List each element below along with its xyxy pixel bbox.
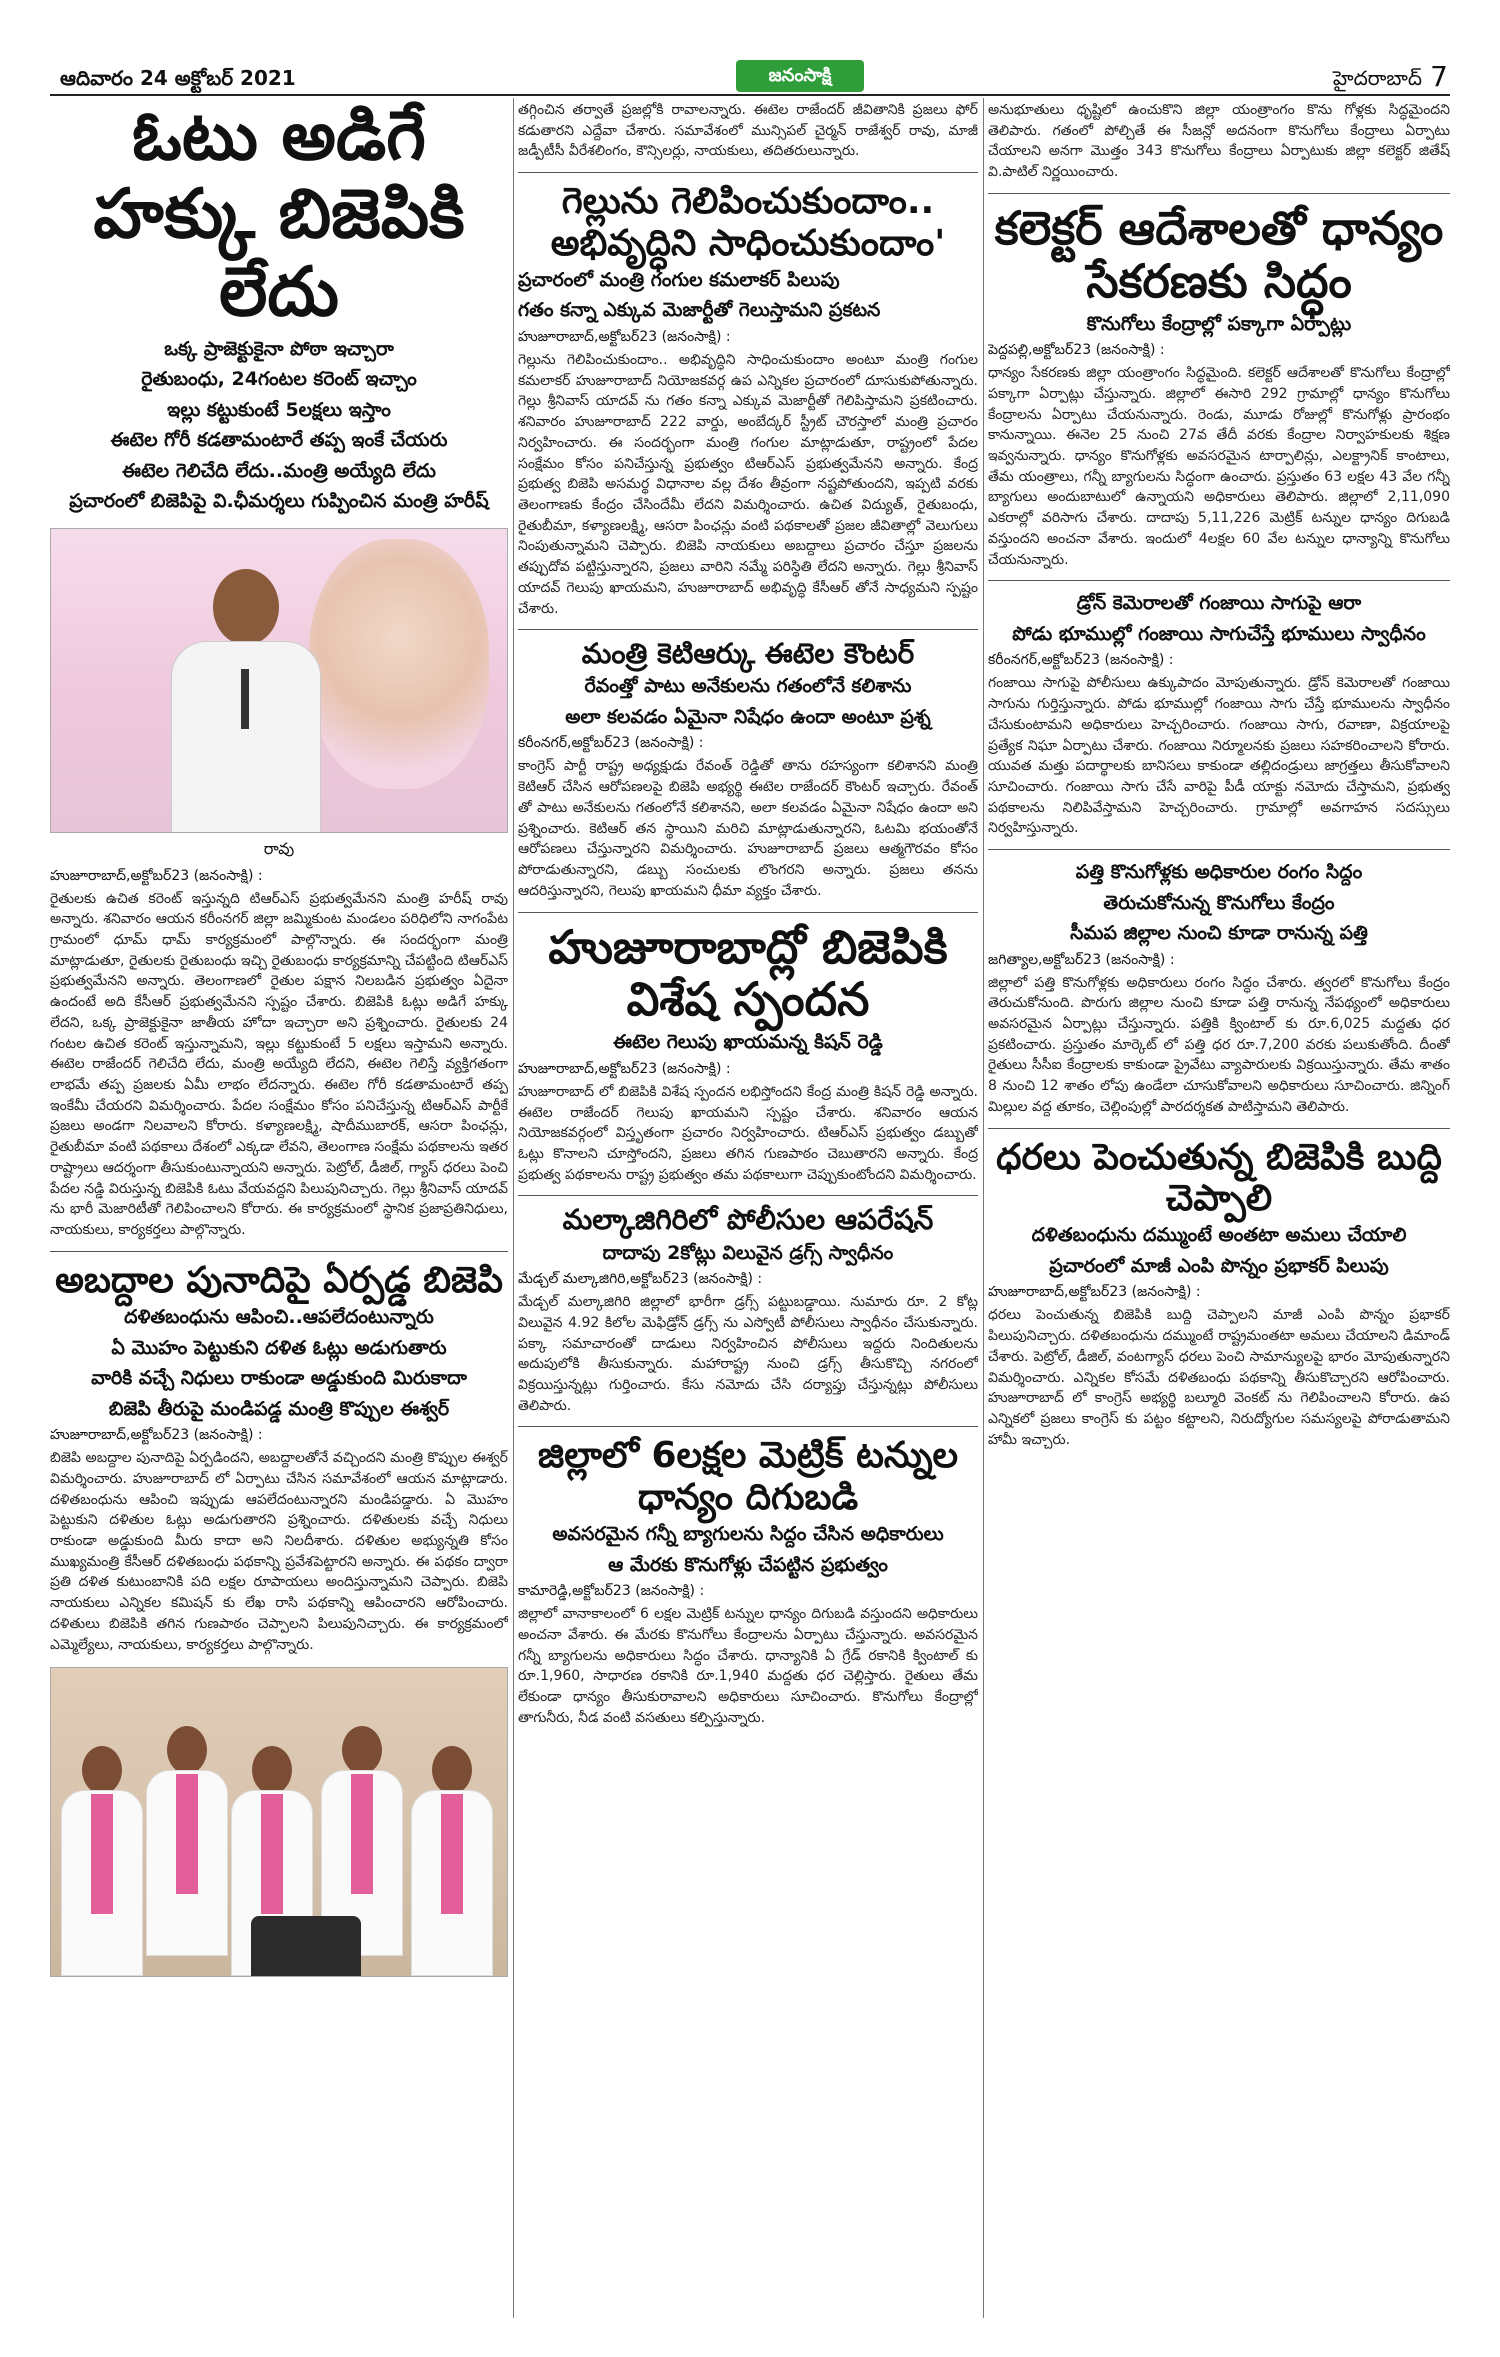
article-continuation: తగ్గించిన తర్వాతే ప్రజల్లోకి రావాలన్నారు. ఈటెల రాజేందర్ జీవితానికి ప్రజలు ఫోర్ కడుతారని ఎద్దేవా చేశారు. సమావేశంలో మున్సిపల్ చైర్మన్ రాజేశ్వర్ రావు, మాజీ జడ్పీటీసీ వీరేశలింగం, కౌన్సిలర్లు, నాయకులు, తదితరులున్నారు. [518, 102, 978, 160]
deck-line: ఏ మొహం పెట్టుకుని దళిత ఓట్లు అడుగుతారు [111, 1336, 447, 1359]
column-divider [513, 98, 514, 2318]
article-body: జిల్లాలో పత్తి కొనుగోళ్లకు అధికారులు రంగం సిద్ధం చేశారు. త్వరలో కొనుగోలు కేంద్రం తెరుచుకోనుంది. పొరుగు జిల్లాల నుంచి కూడా పత్తి రానున్న నేపథ్యంలో అధికారులు అవసరమైన ఏర్పాట్లు చేస్తున్నారు. పత్తికి క్వింటాల్ కు రూ.6,025 మద్దతు ధర ప్రకటించారు. ప్రస్తుతం మార్కెట్ లో పత్తి ధర రూ.7,200 వరకు పలుకుతోంది. దీంతో రైతులు సీసీఐ కేంద్రాలకు కాకుండా ప్రైవేటు వ్యాపారులకు విక్రయిస్తున్నారు. తేమ శాతం 8 నుంచి 12 శాతం లోపు ఉండేలా చూసుకోవాలని అధికారులు సూచించారు. జిన్నింగ్ మిల్లుల వద్ద తూకం, చెల్లింపుల్లో పారదర్శకత పాటిస్తామని తెలిపారు. [988, 974, 1450, 1115]
deck-line: ప్రచారంలో బిజెపిపై వి.ఛీమర్శలు గుప్పించిన మంత్రి హరీష్ [69, 490, 489, 513]
photo-caption: రావు [263, 838, 295, 858]
deck-line: దాదాపు 2కోట్లు విలువైన డ్రగ్స్ స్వాధీనం [602, 1241, 894, 1264]
dateline: కరీంనగర్,అక్టోబర్23 (జనంసాక్షి) : [518, 735, 704, 752]
section-divider [50, 1251, 508, 1252]
press-microphones-icon [251, 1916, 361, 1976]
section-divider [988, 849, 1450, 850]
news-photo-minister-speaking [50, 528, 508, 833]
lead-headline: ఓటు అడిగే హక్కు బిజెపికి లేదు [93, 98, 465, 333]
deck-line: ఈటెల గెలిచేది లేదు..మంత్రి అయ్యేది లేదు [122, 459, 436, 482]
deck-line: దళితబంధును దమ్ముంటే అంతటా అమలు చేయాలి [1031, 1224, 1407, 1247]
edition-city: హైదరాబాద్ [1332, 66, 1422, 90]
article-body: హుజూరాబాద్ లో బిజెపికి విశేష స్పందన లభిస్తోందని కేంద్ర మంత్రి కిషన్ రెడ్డి అన్నారు. ఈటెల రాజేందర్ గెలుపు ఖాయమని స్పష్టం చేశారు. శనివారం ఆయన నియోజకవర్గంలో విస్తృతంగా ప్రచారం నిర్వహించారు. టిఆర్ఎస్ ప్రభుత్వం డబ్బుతో ఓట్లు కొనాలని చూస్తోందని, ప్రజలు తగిన గుణపాఠం చెబుతారని అన్నారు. కేంద్ర ప్రభుత్వ పథకాలను రాష్ట్ర ప్రభుత్వం తమ పథకాలుగా చెప్పుకుంటోందని విమర్శించారు. [518, 1083, 978, 1183]
section-divider [518, 1195, 978, 1196]
dateline: హుజూరాబాద్,అక్టోబర్23 (జనంసాక్షి) : [988, 1284, 1201, 1301]
deck-line: ఈటెల గెలుపు ఖాయమన్న కిషన్ రెడ్డి [613, 1031, 883, 1054]
deck-line: అవసరమైన గన్నీ బ్యాగులను సిద్దం చేసిన అధికారులు [552, 1523, 944, 1546]
deck-line: ఆ మేరకు కొనుగోళ్లు చేపట్టిన ప్రభుత్వం [608, 1553, 888, 1576]
deck-line: సీమప జిల్లాల నుంచి కూడా రానున్న పత్తి [1070, 922, 1368, 945]
article-body: గంజాయి సాగుపై పోలీసులు ఉక్కుపాదం మోపుతున్నారు. డ్రోన్ కెమెరాలతో గంజాయి సాగును గుర్తిస్తున్నారు. పోడు భూముల్లో గంజాయి సాగు చేస్తే భూములను స్వాధీనం చేసుకుంటామని అధికారులు హెచ్చరించారు. గంజాయి సాగు, రవాణా, విక్రయాలపై ప్రత్యేక నిఘా ఏర్పాటు చేశారు. గంజాయి నిర్మూలనకు ప్రజలు సహకరించాలని కోరారు. యువత మత్తు పదార్థాలకు బానిసలు కాకుండా తల్లిదండ్రులు జాగ్రత్తలు తీసుకోవాలని సూచించారు. గంజాయి సాగు చేసే వారిపై పీడీ యాక్టు నమోదు చేస్తామని, ప్రభుత్వ పథకాలను నిలిపివేస్తామని హెచ్చరించారు. గ్రామాల్లో అవగాహన సదస్సులు నిర్వహిస్తున్నారు. [988, 675, 1450, 837]
page-number: 7 [1430, 60, 1448, 93]
section-divider [988, 193, 1450, 194]
article-continuation: అనుభూతులు ధృష్టిలో ఉంచుకొని జిల్లా యంత్రాంగం కొను గోళ్లకు సిద్ధమైందని తెలిపారు. గతంలో పోల్చితే ఈ సీజన్లో అదనంగా కొనుగోలు కేంద్రాలు ఏర్పాటు చేయాలని అనగా మొత్తం 343 కొనుగోలు కేంద్రాలు ఏర్పాటుకు జిల్లా కలెక్టర్ జితేష్ వి.పాటిల్ నిర్ణయించారు. [988, 102, 1450, 181]
news-photo-meeting [50, 1667, 508, 1977]
story-headline: పత్తి కొనుగోళ్లకు అధికారుల రంగం సిద్దం [1075, 861, 1363, 884]
article-body: మేడ్చల్ మల్కాజిగిరి జిల్లాలో భారీగా డ్రగ్స్ పట్టుబడ్డాయి. నుమారు రూ. 2 కోట్ల విలువైన 4.92 కిలోల మెఫిడ్రోన్ డ్రగ్స్ ను ఎస్వోటీ పోలీసులు స్వాధీనం చేసుకున్నారు. పక్కా సమాచారంతో దాడులు నిర్వహించిన పోలీసులు ఇద్దరు నిందితులను అదుపులోకి తీసుకున్నారు. మహారాష్ట్ర నుంచి డ్రగ్స్ తీసుకొచ్చి నగరంలో విక్రయిస్తున్నట్లు గుర్తించారు. కేసు నమోదు చేసి దర్యాప్తు చేస్తున్నట్లు పోలీసులు తెలిపారు. [518, 1294, 978, 1414]
deck-line: వారికి వచ్చే నిధులు రాకుండా అడ్డుకుంది మిరుకాదా [91, 1367, 467, 1390]
deck-line: కొనుగోలు కేంద్రాల్లో పక్కాగా ఏర్పాట్లు [1086, 312, 1352, 335]
column-3 [988, 98, 1450, 2318]
deck-line: గతం కన్నా ఎక్కువ మెజార్టీతో గెలుస్తామని ప్రకటన [518, 299, 881, 322]
deck-line: ఈటెల గోరీ కడతామంటారే తప్ప ఇంకే చేయరు [110, 429, 448, 452]
speaker-figure [171, 569, 321, 833]
article-body: రైతులకు ఉచిత కరెంట్ ఇస్తున్నది టిఆర్ఎస్ ప్రభుత్వమేనని మంత్రి హరీష్ రావు అన్నారు. శనివారం ఆయన కరీంనగర్ జిల్లా జమ్మికుంట మండలం పరిధిలోని నాగంపేట గ్రామంలో ధూమ్ ధామ్ కార్యక్రమంలో పాల్గొన్నారు. ఈ సందర్భంగా మంత్రి మాట్లాడుతూ, రైతులకు రైతుబంధు ఇచ్చి రైతుబంధు కార్యక్రమాన్ని చేపట్టింది టిఆర్ఎస్ ప్రభుత్వమేనని అన్నారు. తెలంగాణలో రైతుల పక్షాన నిలబడిన ప్రభుత్వం ఏదైనా ఉందంటే అది కేసీఆర్ ప్రభుత్వమేనని స్పష్టం చేశారు. బిజెపికి ఓట్లు అడిగే హక్కు లేదని, ఒక్క ప్రాజెక్టుకైనా జాతీయ హోదా ఇచ్చారా అని ప్రశ్నించారు. రైతులకు 24 గంటల ఉచిత కరెంట్ ఇస్తున్నామని, ఇల్లు కట్టుకుంటే 5 లక్షలు ఇస్తామని అన్నారు. ఈటెల రాజేందర్ గెలిచేది లేదు, మంత్రి అయ్యేది లేదని, ఈటెల గెలిస్తే వ్యక్తిగతంగా లాభమే తప్ప ప్రజలకు ఏమీ లాభం లేదన్నారు. ఈటెల గోరీ కడతామంటారే తప్ప ఇంకేమీ చేయరని విమర్శించారు. పేదల సంక్షేమం కోసం పనిచేస్తున్న టిఆర్ఎస్ పార్టీకే ప్రజలు అండగా నిలవాలని కోరారు. కళ్యాణలక్ష్మి, షాదీముబారక్, ఆసరా పింఛన్లు, రైతుబీమా వంటి పథకాలు దేశంలో ఎక్కడా లేవని, తెలంగాణ సంక్షేమ పథకాలను ఇతర రాష్ట్రాలు ఆదర్శంగా తీసుకుంటున్నాయని అన్నారు. పెట్రోల్, డీజిల్, గ్యాస్ ధరలు పెంచి పేదల నడ్డి విరుస్తున్న బిజెపికి ఓటు వేయవద్దని పిలుపునిచ్చారు. గెల్లు శ్రీనివాస్ యాదవ్ ను భారీ మెజారిటీతో గెలిపించాలని కోరారు. ఈ కార్యక్రమంలో స్థానిక ప్రజాప్రతినిధులు, నాయకులు, కార్యకర్తలు పాల్గొన్నారు. [50, 890, 508, 1239]
section-divider [518, 172, 978, 173]
deck-line: ఒక్క ప్రాజెక్టుకైనా పోఠా ఇచ్చారా [164, 337, 394, 360]
deck-line: ప్రచారంలో మంత్రి గంగుల కమలాకర్ పిలుపు [518, 268, 840, 291]
story-headline: హుజూరాబాద్లో బిజెపికి విశేష స్పందన [548, 919, 948, 1027]
masthead [50, 60, 1450, 96]
story-headline: అబద్దాల పునాదిపై ఏర్పడ్డ బిజెపి [55, 1259, 503, 1301]
article-body: ధరలు పెంచుతున్న బిజెపికి బుద్ది చెప్పాలని మాజీ ఎంపి పొన్నం ప్రభాకర్ పిలుపునిచ్చారు. దళితబంధును దమ్ముంటే రాష్ట్రమంతటా అమలు చేయాలని డిమాండ్ చేశారు. పెట్రోల్, డీజిల్, వంటగ్యాస్ ధరలు పెంచి సామాన్యులపై భారం మోపుతున్నారని విమర్శించారు. ఎన్నికల కోసమే దళితబంధు పథకాన్ని తీసుకొచ్చారని ఆరోపించారు. హుజూరాబాద్ లో కాంగ్రెస్ అభ్యర్థి బల్మూరి వెంకట్ ను గెలిపించాలని కోరారు. ఉప ఎన్నికలో ప్రజలు కాంగ్రెస్ కు పట్టం కట్టాలని, నిరుద్యోగుల సమస్యలపై పోరాడుతామని హామీ ఇచ్చారు. [988, 1307, 1450, 1448]
section-divider [518, 1426, 978, 1427]
deck-line: రేవంత్తో పాటు అనేకులను గతంలోనే కలిశాను [584, 675, 912, 698]
dateline: కామారెడ్డి,అక్టోబర్23 (జనంసాక్షి) : [518, 1583, 705, 1600]
microphone-icon [241, 669, 249, 729]
story-headline: కలెక్టర్ ఆదేశాలతో ధాన్యం సేకరణకు సిద్ధం [994, 200, 1444, 308]
story-headline: గెల్లును గెలిపించుకుందాం.. అభివృద్ధిని సాధించుకుందాం' [550, 181, 946, 264]
story-headline: జిల్లాలో 6లక్షల మెట్రిక్ టన్నుల ధాన్యం దిగుబడి [537, 1435, 959, 1518]
deck-line: పోడు భూముల్లో గంజాయి సాగుచేస్తే భూములు స్వాధీనం [1012, 622, 1426, 645]
article-body: కాంగ్రెస్ పార్టీ రాష్ట్ర అధ్యక్షుడు రేవంత్ రెడ్డితో తాను రహస్యంగా కలిశానని మంత్రి కెటిఆర్ చేసిన ఆరోపణలపై బిజెపి అభ్యర్థి ఈటెల రాజేందర్ కౌంటర్ ఇచ్చారు. రేవంత్ తో పాటు అనేకులను గతంలోనే కలిశానని, అలా కలవడం ఏమైనా నిషేధం ఉందా అని ప్రశ్నించారు. కెటిఆర్ తన స్థాయిని మరిచి మాట్లాడుతున్నారని, ఓటమి భయంతోనే ఆరోపణలు చేస్తున్నారని విమర్శించారు. హుజూరాబాద్ ప్రజలు ఆత్మగౌరవం కోసం పోరాడుతున్నారని, డబ్బు సంచులకు లొంగరని అన్నారు. ప్రజలు తనను ఆదరిస్తున్నారని, గెలుపు ఖాయమని ధీమా వ్యక్తం చేశారు. [518, 758, 978, 899]
dateline: పెద్దపల్లి,అక్టోబర్23 (జనంసాక్షి) : [988, 342, 1165, 359]
dateline: హుజూరాబాద్,అక్టోబర్23 (జనంసాక్షి) : [50, 867, 263, 884]
dateline: జగిత్యాల,అక్టోబర్23 (జనంసాక్షి) : [988, 951, 1175, 968]
deck-line: బిజెపి తీరుపై మండిపడ్డ మంత్రి కొప్పుల ఈశ్వర్ [108, 1397, 450, 1420]
deck-line: అలా కలవడం ఏమైనా నిషేధం ఉందా అంటూ ప్రశ్న [565, 705, 931, 728]
story-headline: మల్కాజిగిరిలో పోలీసుల ఆపరేషన్ [562, 1203, 934, 1237]
story-headline: మంత్రి కెటిఆర్కు ఈటెల కౌంటర్ [581, 637, 915, 671]
dateline: హుజూరాబాద్,అక్టోబర్23 (జనంసాక్షి) : [518, 1060, 731, 1077]
issue-date: ఆదివారం 24 అక్టోబర్ 2021 [60, 66, 296, 90]
newspaper-logo: జనంసాక్షి [736, 60, 864, 92]
dateline: హుజూరాబాద్,అక్టోబర్23 (జనంసాక్షి) : [50, 1427, 263, 1444]
column-1 [50, 98, 508, 2318]
article-body: జిల్లాలో వానాకాలంలో 6 లక్షల మెట్రిక్ టన్నుల ధాన్యం దిగుబడి వస్తుందని అధికారులు అంచనా వేశారు. ఈ మేరకు కొనుగోలు కేంద్రాలను ఏర్పాటు చేస్తున్నారు. అవసరమైన గన్నీ బ్యాగులను అధికారులు సిద్ధం చేశారు. ధాన్యానికి ఏ గ్రేడ్ రకానికి క్వింటాల్ కు రూ.1,960, సాధారణ రకానికి రూ.1,940 మద్దతు ధర చెల్లిస్తారు. రైతులు తేమ లేకుండా ధాన్యం తీసుకురావాలని అధికారులు సూచించారు. కొనుగోలు కేంద్రాల్లో తాగునీరు, నీడ వంటి వసతులు కల్పిస్తున్నారు. [518, 1606, 978, 1726]
column-2 [518, 98, 978, 2318]
deck-line: రైతుబంధు, 24గంటల కరెంట్ ఇచ్చాం [141, 368, 417, 391]
section-divider [988, 1128, 1450, 1129]
dateline: మేడ్చల్ మల్కాజిగిరి,అక్టోబర్23 (జనంసాక్షి) : [518, 1271, 763, 1288]
deck-line: తెరుచుకోనున్న కొనుగోలు కేంద్రం [1103, 891, 1335, 914]
deck-line: దళితబంధును ఆపించి..ఆపలేదంటున్నారు [124, 1306, 434, 1329]
section-divider [518, 912, 978, 913]
dateline: హుజూరాబాద్,అక్టోబర్23 (జనంసాక్షి) : [518, 328, 731, 345]
dateline: కరీంనగర్,అక్టోబర్23 (జనంసాక్షి) : [988, 652, 1174, 669]
story-headline: ధరలు పెంచుతున్న బిజెపికి బుద్ది చెప్పాలి [996, 1136, 1442, 1220]
deck-line: ప్రచారంలో మాజీ ఎంపి పొన్నం ప్రభాకర్ పిలుపు [1049, 1254, 1389, 1277]
column-divider [983, 98, 984, 2318]
deck-line: ఇల్లు కట్టుకుంటే 5లక్షలు ఇస్తాం [167, 398, 391, 421]
section-divider [988, 580, 1450, 581]
article-body: గెల్లును గెలిపించుకుందాం.. అభివృద్ధిని సాధించుకుందాం అంటూ మంత్రి గంగుల కమలాకర్ హుజూరాబాద్ నియోజకవర్గ ఉప ఎన్నికల ప్రచారంలో దూసుకుపోతున్నారు. గెల్లు శ్రీనివాస్ యాదవ్ ను గతం కన్నా ఎక్కువ మెజార్టీతో గెలిపిస్తామని ప్రకటించారు. శనివారం హుజూరాబాద్ 222 వార్డు, అంబేద్కర్ స్ట్రీట్ చౌరస్తాలో మంత్రి ప్రచారం నిర్వహించారు. ఈ సందర్భంగా మంత్రి గంగుల మాట్లాడుతూ, రాష్ట్రంలో పేదల సంక్షేమం కోసం పనిచేస్తున్న ప్రభుత్వం టిఆర్ఎస్ ప్రభుత్వమేనని అన్నారు. కేంద్ర ప్రభుత్వ బిజెపి అసమర్థ విధానాల వల్ల దేశం తీవ్రంగా నష్టపోతుందని, ఇప్పటి వరకు తెలంగాణకు కేంద్రం చేసిందేమీ లేదని విమర్శించారు. ఉచిత విద్యుత్, రైతుబంధు, రైతుబీమా, కళ్యాణలక్ష్మి, ఆసరా పింఛన్లు వంటి పథకాలతో ప్రజల జీవితాల్లో వెలుగులు నింపుతున్నామని చెప్పారు. బిజెపి నాయకులు అబద్దాలు ప్రచారం చేస్తూ ప్రజలను తప్పుదోవ పట్టిస్తున్నారని, ప్రజలు వారిని నమ్మే పరిస్థితి లేదని అన్నారు. గెల్లు శ్రీనివాస్ యాదవ్ గెలుపు ఖాయమని, హుజూరాబాద్ అభివృద్ధి కేసీఆర్ తోనే సాధ్యమని స్పష్టం చేశారు. [518, 351, 978, 617]
banner-portrait [309, 539, 489, 789]
story-headline: డ్రోన్ కెమెరాలతో గంజాయి సాగుపై ఆరా [1076, 592, 1362, 615]
article-body: ధాన్యం సేకరణకు జిల్లా యంత్రాంగం సిద్ధమైంది. కలెక్టర్ ఆదేశాలతో కొనుగోలు కేంద్రాల్లో పక్కాగా ఏర్పాట్లు చేస్తున్నారు. జిల్లాలో ఈసారి 292 గ్రామాల్లో ధాన్యం కొనుగోలు కేంద్రాలను ఏర్పాటు చేయనున్నారు. రెండు, మూడు రోజుల్లో కొనుగోళ్లు ప్రారంభం కానున్నాయి. ఈనెల 25 నుంచి 27వ తేదీ వరకు కేంద్రాల నిర్వాహకులకు శిక్షణ ఇవ్వనున్నారు. ధాన్యం కొనుగోళ్లకు అవసరమైన టార్పాలిన్లు, ఎలక్ట్రానిక్ కాంటాలు, తేమ యంత్రాలు, గన్నీ బ్యాగులను సిద్ధంగా ఉంచారు. ప్రస్తుతం 63 లక్షల 43 వేల గన్నీ బ్యాగులు అందుబాటులో ఉన్నాయని అధికారులు తెలిపారు. జిల్లాలో 2,11,090 ఎకరాల్లో వరిసాగు చేశారు. దాదాపు 5,11,226 మెట్రిక్ టన్నుల ధాన్యం దిగుబడి వస్తుందని అంచనా వేశారు. ఇందులో 4లక్షల 60 వేల టన్నుల ధాన్యాన్ని కొనుగోలు చేయనున్నారు. [988, 365, 1450, 568]
article-body: బిజెపి అబద్దాల పునాదిపై ఏర్పడిందని, అబద్దాలతోనే వచ్చిందని మంత్రి కొప్పుల ఈశ్వర్ విమర్శించారు. హుజూరాబాద్ లో ఏర్పాటు చేసిన సమావేశంలో ఆయన మాట్లాడారు. దళితబంధును ఆపించి ఇప్పుడు ఆపలేదంటున్నారని మండిపడ్డారు. ఏ మొహం పెట్టుకుని దళితుల ఓట్లు అడుగుతారని ప్రశ్నించారు. దళితులకు వచ్చే నిధులు రాకుండా అడ్డుకుంది మీరు కాదా అని నిలదీశారు. దళితుల అభ్యున్నతి కోసం ముఖ్యమంత్రి కేసీఆర్ దళితబంధు పథకాన్ని ప్రవేశపెట్టారని అన్నారు. ఈ పథకం ద్వారా ప్రతి దళిత కుటుంబానికి పది లక్షల రూపాయలు అందిస్తున్నామని చెప్పారు. బిజెపి నాయకులు ఎన్నికల కమిషన్ కు లేఖ రాసి పథకాన్ని ఆపించారని ఆరోపించారు. దళితులు బిజెపికి తగిన గుణపాఠం చెప్పాలని పిలుపునిచ్చారు. ఈ కార్యక్రమంలో ఎమ్మెల్యేలు, నాయకులు, కార్యకర్తలు పాల్గొన్నారు. [50, 1450, 508, 1653]
section-divider [518, 629, 978, 630]
